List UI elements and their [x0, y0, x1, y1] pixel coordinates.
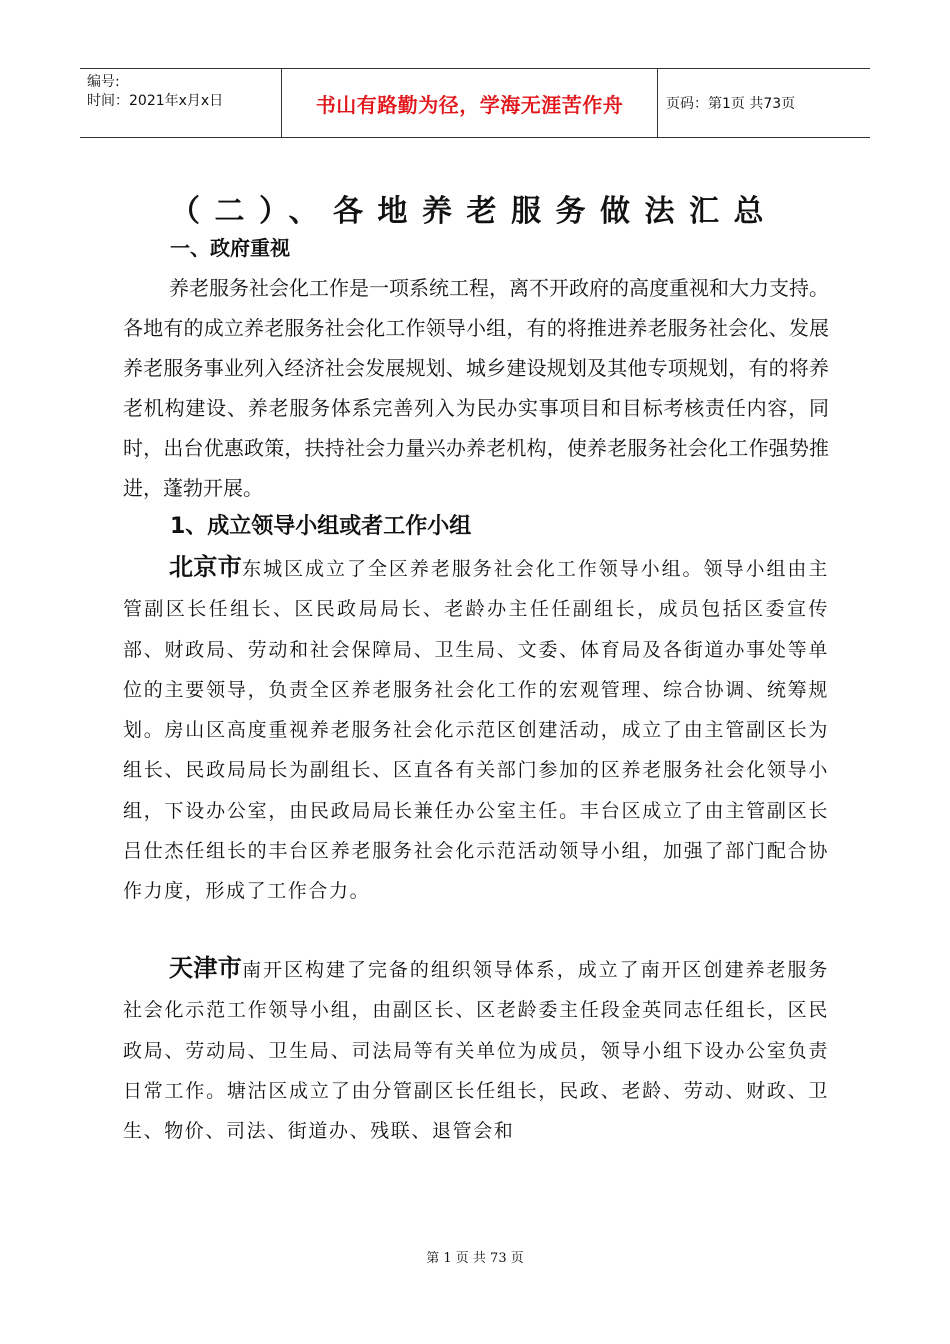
city-text: 东城区成立了全区养老服务社会化工作领导小组。领导小组由主管副区长任组长、区民政局局长、老龄办主任任副组长，成员包括区委宣传部、财政局、劳动和社会保障局、卫生局、文委、体育局及各街道办事处等单位的主要领导，负责全区养老服务社会化工作的宏观管理、综合协调、统筹规划。房山区高度重视养老服务社会化示范区创建活动，成立了由主管副区长为组长、民政局局长为副组长、区直各有关部门参加的区养老服务社会化领导小组，下设办公室，由民政局局长兼任办公室主任。丰台区成立了由主管副区长吕仕杰任组长的丰台区养老服务社会化示范活动领导小组，加强了部门配合协作力度，形成了工作合力。: [123, 558, 829, 903]
city-name: 天津市: [169, 954, 243, 982]
date-label: 时间：2021年x月x日: [87, 93, 224, 109]
city-name: 北京市: [169, 553, 243, 581]
number-label: 编号:: [87, 74, 120, 90]
document-title: （二）、各地养老服务做法汇总: [170, 194, 778, 229]
header-left-cell: [80, 69, 281, 137]
city-paragraph-tianjin: [123, 948, 829, 1151]
section-heading: 一、政府重视: [170, 236, 290, 260]
motto: 书山有路勤为径，学海无涯苦作舟: [281, 69, 658, 137]
sub-heading: 1、成立领导小组或者工作小组: [170, 514, 472, 539]
city-paragraph-beijing: [123, 547, 829, 912]
city-text: 南开区构建了完备的组织领导体系，成立了南开区创建养老服务社会化示范工作领导小组，由副区长、区老龄委主任段金英同志任组长，区民政局、劳动局、卫生局、司法局等有关单位为成员，领导小组下设办公室负责日常工作。塘沽区成立了由分管副区长任组长，民政、老龄、劳动、财政、卫生、物价、司法、街道办、残联、退管会和: [123, 959, 829, 1143]
page-footer: 第 1 页 共 73 页: [426, 1251, 524, 1266]
page-info: 页码：第1页 共73页: [666, 96, 796, 112]
header-table: [80, 68, 870, 138]
intro-paragraph: 养老服务社会化工作是一项系统工程，离不开政府的高度重视和大力支持。各地有的成立养老服务社会化工作领导小组，有的将推进养老服务社会化、发展养老服务事业列入经济社会发展规划、城乡建设规划及其他专项规划，有的将养老机构建设、养老服务体系完善列入为民办实事项目和目标考核责任内容，同时，出台优惠政策，扶持社会力量兴办养老机构，使养老服务社会化工作强势推进，蓬勃开展。: [123, 276, 829, 500]
